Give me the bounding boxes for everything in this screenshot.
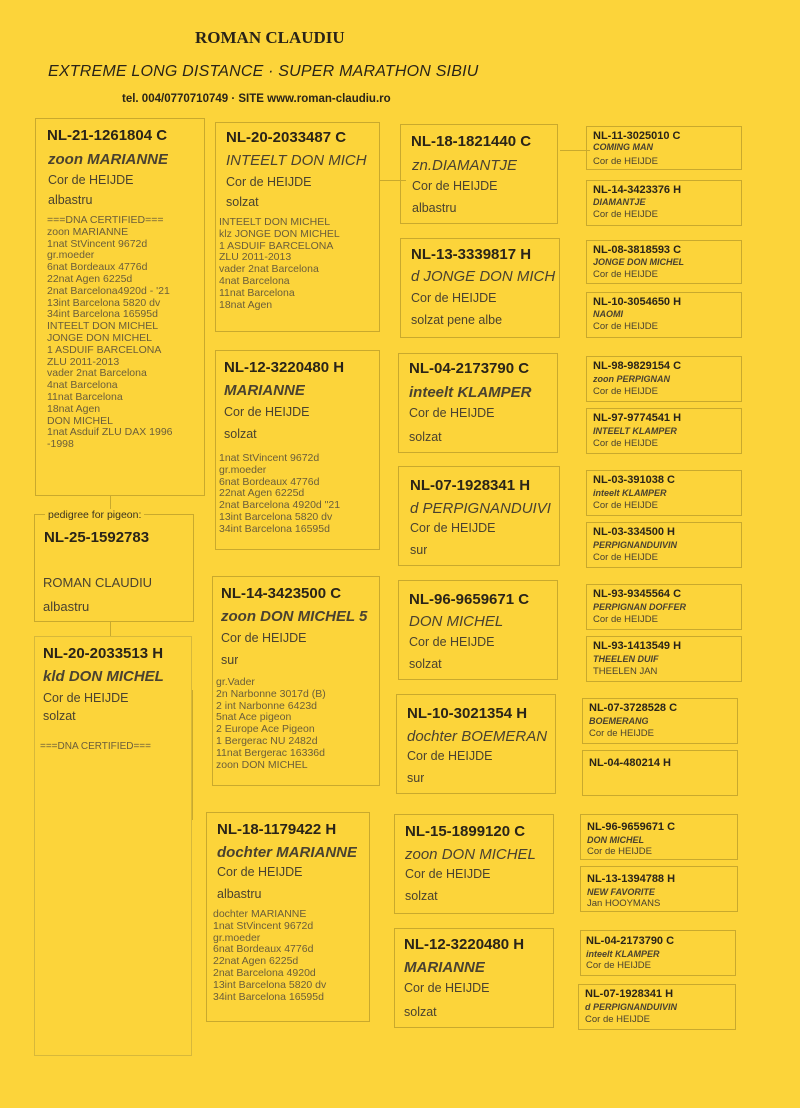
ancestor-breeder: Cor de HEIJDE [593,386,658,397]
ancestor-name: THEELEN DUIF [593,654,659,664]
ancestor-box[interactable] [586,522,742,568]
great-grandparent-box[interactable] [400,238,560,338]
dam-breeder: Cor de HEIJDE [43,691,129,705]
ggp-ring-number: NL-18-1821440 C [411,133,532,150]
grandparent-box[interactable] [212,576,380,786]
grandparent-notes: 1nat StVincent 9672d gr.moeder 6nat Bordeaux 4776d 22nat Agen 6225d 2nat Barcelona 4920d "21 13int Barcelona 5820 dv 34int Barcelona 16595d [219,452,341,535]
ggp-color: solzat [405,889,438,903]
grandparent-ring-number: NL-20-2033487 C [226,129,347,146]
ancestor-breeder: Cor de HEIJDE [593,269,658,280]
ancestor-ring-number: NL-04-2173790 C [586,935,675,947]
sire-ring-number: NL-21-1261804 C [47,127,168,144]
ancestor-breeder: Cor de HEIJDE [593,321,658,332]
ggp-name: d PERPIGNANDUIVI [410,500,551,517]
ancestor-breeder: Cor de HEIJDE [585,1014,650,1025]
ancestor-name: zoon PERPIGNAN [593,374,671,384]
ancestor-ring-number: NL-03-391038 C [593,474,675,486]
ancestor-box[interactable] [580,866,738,912]
ggp-breeder: Cor de HEIJDE [404,981,490,995]
ancestor-box[interactable] [586,240,742,284]
ancestor-name: NEW FAVORITE [587,887,655,897]
sire-name: zoon MARIANNE [48,151,168,168]
grandparent-color: sur [221,653,239,667]
ancestor-box[interactable] [586,408,742,454]
sire-box[interactable] [35,118,205,496]
grandparent-breeder: Cor de HEIJDE [226,175,312,189]
sire-color: albastru [48,193,93,207]
ggp-ring-number: NL-13-3339817 H [411,246,532,263]
ancestor-breeder: THEELEN JAN [593,666,658,677]
great-grandparent-box[interactable] [398,580,558,680]
ancestor-name: DON MICHEL [587,835,644,845]
ggp-color: sur [407,771,425,785]
ancestor-breeder: Cor de HEIJDE [593,438,658,449]
connector-line [110,622,111,636]
dam-ring-number: NL-20-2033513 H [43,645,164,662]
great-grandparent-box[interactable] [398,466,560,566]
ancestor-name: BOEMERANG [589,716,649,726]
ggp-color: sur [410,543,428,557]
ancestor-name: JONGE DON MICHEL [593,257,685,267]
ggp-ring-number: NL-15-1899120 C [405,823,526,840]
ancestor-breeder: Cor de HEIJDE [589,728,654,739]
ancestor-ring-number: NL-10-3054650 H [593,296,682,308]
ancestor-breeder: Cor de HEIJDE [593,500,658,511]
ancestor-ring-number: NL-93-9345564 C [593,588,682,600]
ancestor-ring-number: NL-14-3423376 H [593,184,682,196]
ancestor-ring-number: NL-13-1394788 H [587,873,676,885]
ggp-ring-number: NL-07-1928341 H [410,477,531,494]
ggp-color: solzat [409,430,442,444]
great-grandparent-box[interactable] [400,124,558,224]
ancestor-name: PERPIGNAN DOFFER [593,602,687,612]
grandparent-breeder: Cor de HEIJDE [221,631,307,645]
ancestor-ring-number: NL-04-480214 H [589,757,671,769]
ancestor-box[interactable] [582,750,738,796]
ancestor-box[interactable] [586,636,742,682]
ggp-name: MARIANNE [404,959,485,976]
grandparent-ring-number: NL-18-1179422 H [217,821,337,838]
grandparent-ring-number: NL-14-3423500 C [221,585,342,602]
ancestor-breeder: Cor de HEIJDE [586,960,651,971]
ggp-color: solzat [404,1005,437,1019]
dam-color: solzat [43,709,76,723]
grandparent-name: MARIANNE [224,382,305,399]
grandparent-name: dochter MARIANNE [217,844,358,861]
pedigree-label: pedigree for pigeon: [45,509,144,521]
ggp-color: albastru [412,201,457,215]
ancestor-name: inteelt KLAMPER [593,488,667,498]
ancestor-box[interactable] [586,126,742,170]
ancestor-box[interactable] [586,470,742,516]
ggp-name: zn.DIAMANTJE [412,157,518,174]
grandparent-notes: gr.Vader 2n Narbonne 3017d (B) 2 int Narbonne 6423d 5nat Ace pigeon 2 Europe Ace Pigeon 1 Bergerac NU 2482d 11nat Bergerac 16336d zoon DON MICHEL [216,676,326,771]
ggp-breeder: Cor de HEIJDE [411,291,497,305]
ggp-name: d JONGE DON MICH [411,268,556,285]
great-grandparent-box[interactable] [394,928,554,1028]
ggp-breeder: Cor de HEIJDE [412,179,498,193]
ancestor-box[interactable] [578,984,736,1030]
ggp-breeder: Cor de HEIJDE [407,749,493,763]
grandparent-box[interactable] [215,122,380,332]
dam-box[interactable] [34,636,192,1056]
grandparent-box[interactable] [206,812,370,1022]
ggp-color: solzat [409,657,442,671]
grandparent-color: albastru [217,887,262,901]
sire-breeder: Cor de HEIJDE [48,173,134,187]
ancestor-box[interactable] [580,930,736,976]
ancestor-breeder: Cor de HEIJDE [593,209,658,220]
ancestor-name: COMING MAN [593,142,653,152]
sire-notes: ===DNA CERTIFIED=== zoon MARIANNE 1nat StVincent 9672d gr.moeder 6nat Bordeaux 4776d 22nat Agen 6225d 2nat Barcelona4920d - '21 13int Barcelona 5820 dv 34int Barcelona 16595d INTEELT DON MICHEL JONGE DON MICHEL 1 ASDUIF BARCELONA ZLU 2011-2013 vader 2nat Barcelona 4nat Barcelona 11nat Barcelona 18nat Agen DON MICHEL 1nat Asduif ZLU DAX 1996 -1998 [47,214,173,451]
ancestor-name: PERPIGNANDUIVIN [593,540,678,550]
ggp-name: dochter BOEMERAN [407,728,548,745]
ancestor-box[interactable] [586,356,742,402]
subject-box[interactable] [34,514,194,622]
ancestor-ring-number: NL-07-1928341 H [585,988,674,1000]
great-grandparent-box[interactable] [396,694,556,794]
breeder-name-title: ROMAN CLAUDIU [195,28,345,47]
dam-name: kld DON MICHEL [43,668,164,685]
grandparent-color: solzat [224,427,257,441]
ancestor-name: INTEELT KLAMPER [593,426,677,436]
breeder-subtitle: EXTREME LONG DISTANCE · SUPER MARATHON SIBIU [48,63,479,80]
ggp-breeder: Cor de HEIJDE [409,406,495,420]
ggp-ring-number: NL-10-3021354 H [407,705,528,722]
grandparent-name: INTEELT DON MICH [226,152,367,169]
ancestor-breeder: Cor de HEIJDE [587,846,652,857]
grandparent-breeder: Cor de HEIJDE [217,865,303,879]
ggp-breeder: Cor de HEIJDE [409,635,495,649]
grandparent-name: zoon DON MICHEL 5 [221,608,368,625]
ancestor-box[interactable] [586,292,742,338]
ancestor-breeder: Jan HOOYMANS [587,898,661,909]
great-grandparent-box[interactable] [398,353,558,453]
ancestor-box[interactable] [582,698,738,744]
ancestor-breeder: Cor de HEIJDE [593,614,658,625]
ancestor-name: NAOMI [593,309,623,319]
subject-color: albastru [43,599,90,614]
ggp-ring-number: NL-96-9659671 C [409,591,530,608]
ancestor-box[interactable] [586,180,742,226]
contact-line: tel. 004/0770710749 · SITE www.roman-claudiu.ro [122,93,391,105]
ancestor-name: d PERPIGNANDUIVIN [585,1002,678,1012]
ancestor-ring-number: NL-11-3025010 C [593,130,681,142]
ancestor-ring-number: NL-93-1413549 H [593,640,682,652]
dam-notes: ===DNA CERTIFIED=== [40,741,151,752]
ancestor-breeder: Cor de HEIJDE [593,156,658,167]
ggp-name: inteelt KLAMPER [409,384,532,401]
grandparent-notes: dochter MARIANNE 1nat StVincent 9672d gr.moeder 6nat Bordeaux 4776d 22nat Agen 6225d 2nat Barcelona 4920d 13int Barcelona 5820 dv 34int Barcelona 16595d [213,908,327,1003]
ancestor-ring-number: NL-98-9829154 C [593,360,682,372]
grandparent-breeder: Cor de HEIJDE [224,405,310,419]
ancestor-ring-number: NL-08-3818593 C [593,244,682,256]
ancestor-name: inteelt KLAMPER [586,949,660,959]
ancestor-box[interactable] [586,584,742,630]
ggp-name: DON MICHEL [409,613,504,630]
grandparent-box[interactable] [215,350,380,550]
subject-owner: ROMAN CLAUDIU [43,575,153,590]
ancestor-ring-number: NL-07-3728528 C [589,702,678,714]
ggp-breeder: Cor de HEIJDE [405,867,491,881]
ggp-breeder: Cor de HEIJDE [410,521,496,535]
ancestor-name: DIAMANTJE [593,197,646,207]
connector-line [192,690,193,820]
grandparent-ring-number: NL-12-3220480 H [224,359,345,376]
subject-ring-number: NL-25-1592783 [44,529,150,546]
grandparent-color: solzat [226,195,259,209]
ancestor-ring-number: NL-97-9774541 H [593,412,682,424]
ancestor-breeder: Cor de HEIJDE [593,552,658,563]
ancestor-ring-number: NL-96-9659671 C [587,821,676,833]
ancestor-ring-number: NL-03-334500 H [593,526,675,538]
ancestor-box[interactable] [580,814,738,860]
ggp-color: solzat pene albe [411,313,503,327]
grandparent-notes: INTEELT DON MICHEL klz JONGE DON MICHEL 1 ASDUIF BARCELONA ZLU 2011-2013 vader 2nat Barcelona 4nat Barcelona 11nat Barcelona 18nat Agen [219,216,340,311]
great-grandparent-box[interactable] [394,814,554,914]
ggp-ring-number: NL-12-3220480 H [404,936,525,953]
ggp-ring-number: NL-04-2173790 C [409,360,530,377]
ggp-name: zoon DON MICHEL [405,846,536,863]
